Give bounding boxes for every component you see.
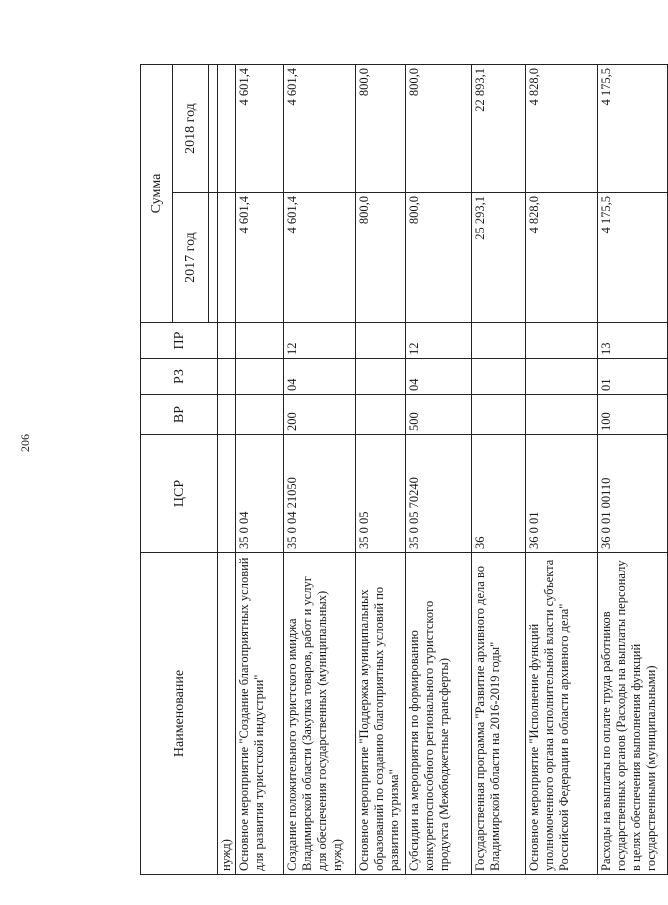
cell-sum-2017: 4 601,4 bbox=[236, 193, 284, 323]
table-row bbox=[218, 65, 236, 875]
cell-vr: 500 bbox=[406, 395, 472, 435]
header-2017: 2017 год bbox=[173, 193, 209, 323]
cell-name: нужд) bbox=[218, 553, 236, 875]
cell-csr: 35 0 05 bbox=[356, 435, 406, 553]
cell-sum-2017: 800,0 bbox=[356, 193, 406, 323]
cell-rz bbox=[472, 359, 526, 395]
cell-name: Основное мероприятие "Исполнение функций уполномоченного органа исполнительной власти субъекта Российской Федерации в области архивного дела" bbox=[526, 553, 598, 875]
cell-csr: 36 0 01 bbox=[526, 435, 598, 553]
table-row bbox=[236, 65, 284, 875]
cell-csr: 35 0 05 70240 bbox=[406, 435, 472, 553]
cell-sum-2017: 4 175,5 bbox=[598, 193, 668, 323]
budget-table bbox=[140, 64, 668, 875]
cell-name: Создание положительного туристского имиджа Владимирской области (Закупка товаров, работ и услуг для обеспечения государственных (муниципальных) нужд) bbox=[284, 553, 356, 875]
table-row bbox=[598, 65, 668, 875]
header-csr: ЦСР bbox=[141, 435, 218, 553]
cell-sum-2017: 800,0 bbox=[406, 193, 472, 323]
cell-sum-2018 bbox=[218, 65, 236, 193]
header-row-1 bbox=[141, 65, 173, 875]
cell-name: Основное мероприятие "Создание благоприятных условий для развития туристской индустрии" bbox=[236, 553, 284, 875]
cell-rz: 04 bbox=[284, 359, 356, 395]
cell-vr bbox=[356, 395, 406, 435]
cell-pr: 12 bbox=[284, 323, 356, 359]
cell-rz bbox=[218, 359, 236, 395]
cell-sum-2018: 4 601,4 bbox=[236, 65, 284, 193]
header-spacer-2017 bbox=[209, 193, 218, 323]
cell-name: Расходы на выплаты по оплате труда работников государственных органов (Расходы на выплаты персоналу в целях обеспечения выполнения функций государственными (муниципальными) bbox=[598, 553, 668, 875]
cell-pr bbox=[218, 323, 236, 359]
header-spacer-2018 bbox=[209, 65, 218, 193]
header-2018: 2018 год bbox=[173, 65, 209, 193]
cell-name: Государственная программа "Развитие архивного дела во Владимирской области на 2016-2019 годы" bbox=[472, 553, 526, 875]
cell-name: Субсидии на мероприятия по формированию конкурентоспособного регионального туристского продукта (Межбюджетные трансферты) bbox=[406, 553, 472, 875]
cell-rz bbox=[236, 359, 284, 395]
cell-sum-2017: 4 828,0 bbox=[526, 193, 598, 323]
cell-sum-2018: 22 893,1 bbox=[472, 65, 526, 193]
cell-pr bbox=[526, 323, 598, 359]
table-row bbox=[472, 65, 526, 875]
header-sum: Сумма bbox=[141, 65, 173, 323]
cell-vr: 100 bbox=[598, 395, 668, 435]
cell-rz bbox=[356, 359, 406, 395]
cell-sum-2017 bbox=[218, 193, 236, 323]
header-pr: ПР bbox=[141, 323, 218, 359]
table-row bbox=[284, 65, 356, 875]
cell-vr: 200 bbox=[284, 395, 356, 435]
cell-pr bbox=[472, 323, 526, 359]
header-rz: РЗ bbox=[141, 359, 218, 395]
header-vr: ВР bbox=[141, 395, 218, 435]
cell-csr: 35 0 04 bbox=[236, 435, 284, 553]
budget-table-container bbox=[140, 65, 658, 875]
cell-sum-2018: 800,0 bbox=[356, 65, 406, 193]
cell-pr: 12 bbox=[406, 323, 472, 359]
cell-name: Основное мероприятие "Поддержка муниципальных образований по созданию благоприятных условий по развитию туризма" bbox=[356, 553, 406, 875]
cell-sum-2018: 4 601,4 bbox=[284, 65, 356, 193]
cell-csr: 36 0 01 00110 bbox=[598, 435, 668, 553]
cell-sum-2017: 4 601,4 bbox=[284, 193, 356, 323]
cell-vr bbox=[236, 395, 284, 435]
cell-rz: 04 bbox=[406, 359, 472, 395]
table-row bbox=[526, 65, 598, 875]
cell-vr bbox=[218, 395, 236, 435]
cell-csr bbox=[218, 435, 236, 553]
cell-pr bbox=[356, 323, 406, 359]
table-row bbox=[356, 65, 406, 875]
cell-sum-2018: 4 175,5 bbox=[598, 65, 668, 193]
cell-sum-2017: 25 293,1 bbox=[472, 193, 526, 323]
cell-rz: 01 bbox=[598, 359, 668, 395]
cell-csr: 36 bbox=[472, 435, 526, 553]
cell-csr: 35 0 04 21050 bbox=[284, 435, 356, 553]
cell-sum-2018: 4 828,0 bbox=[526, 65, 598, 193]
table-row bbox=[406, 65, 472, 875]
header-name: Наименование bbox=[141, 553, 218, 875]
page-number: 206 bbox=[18, 434, 32, 452]
cell-sum-2018: 800,0 bbox=[406, 65, 472, 193]
cell-rz bbox=[526, 359, 598, 395]
cell-vr bbox=[472, 395, 526, 435]
cell-vr bbox=[526, 395, 598, 435]
cell-pr bbox=[236, 323, 284, 359]
cell-pr: 13 bbox=[598, 323, 668, 359]
